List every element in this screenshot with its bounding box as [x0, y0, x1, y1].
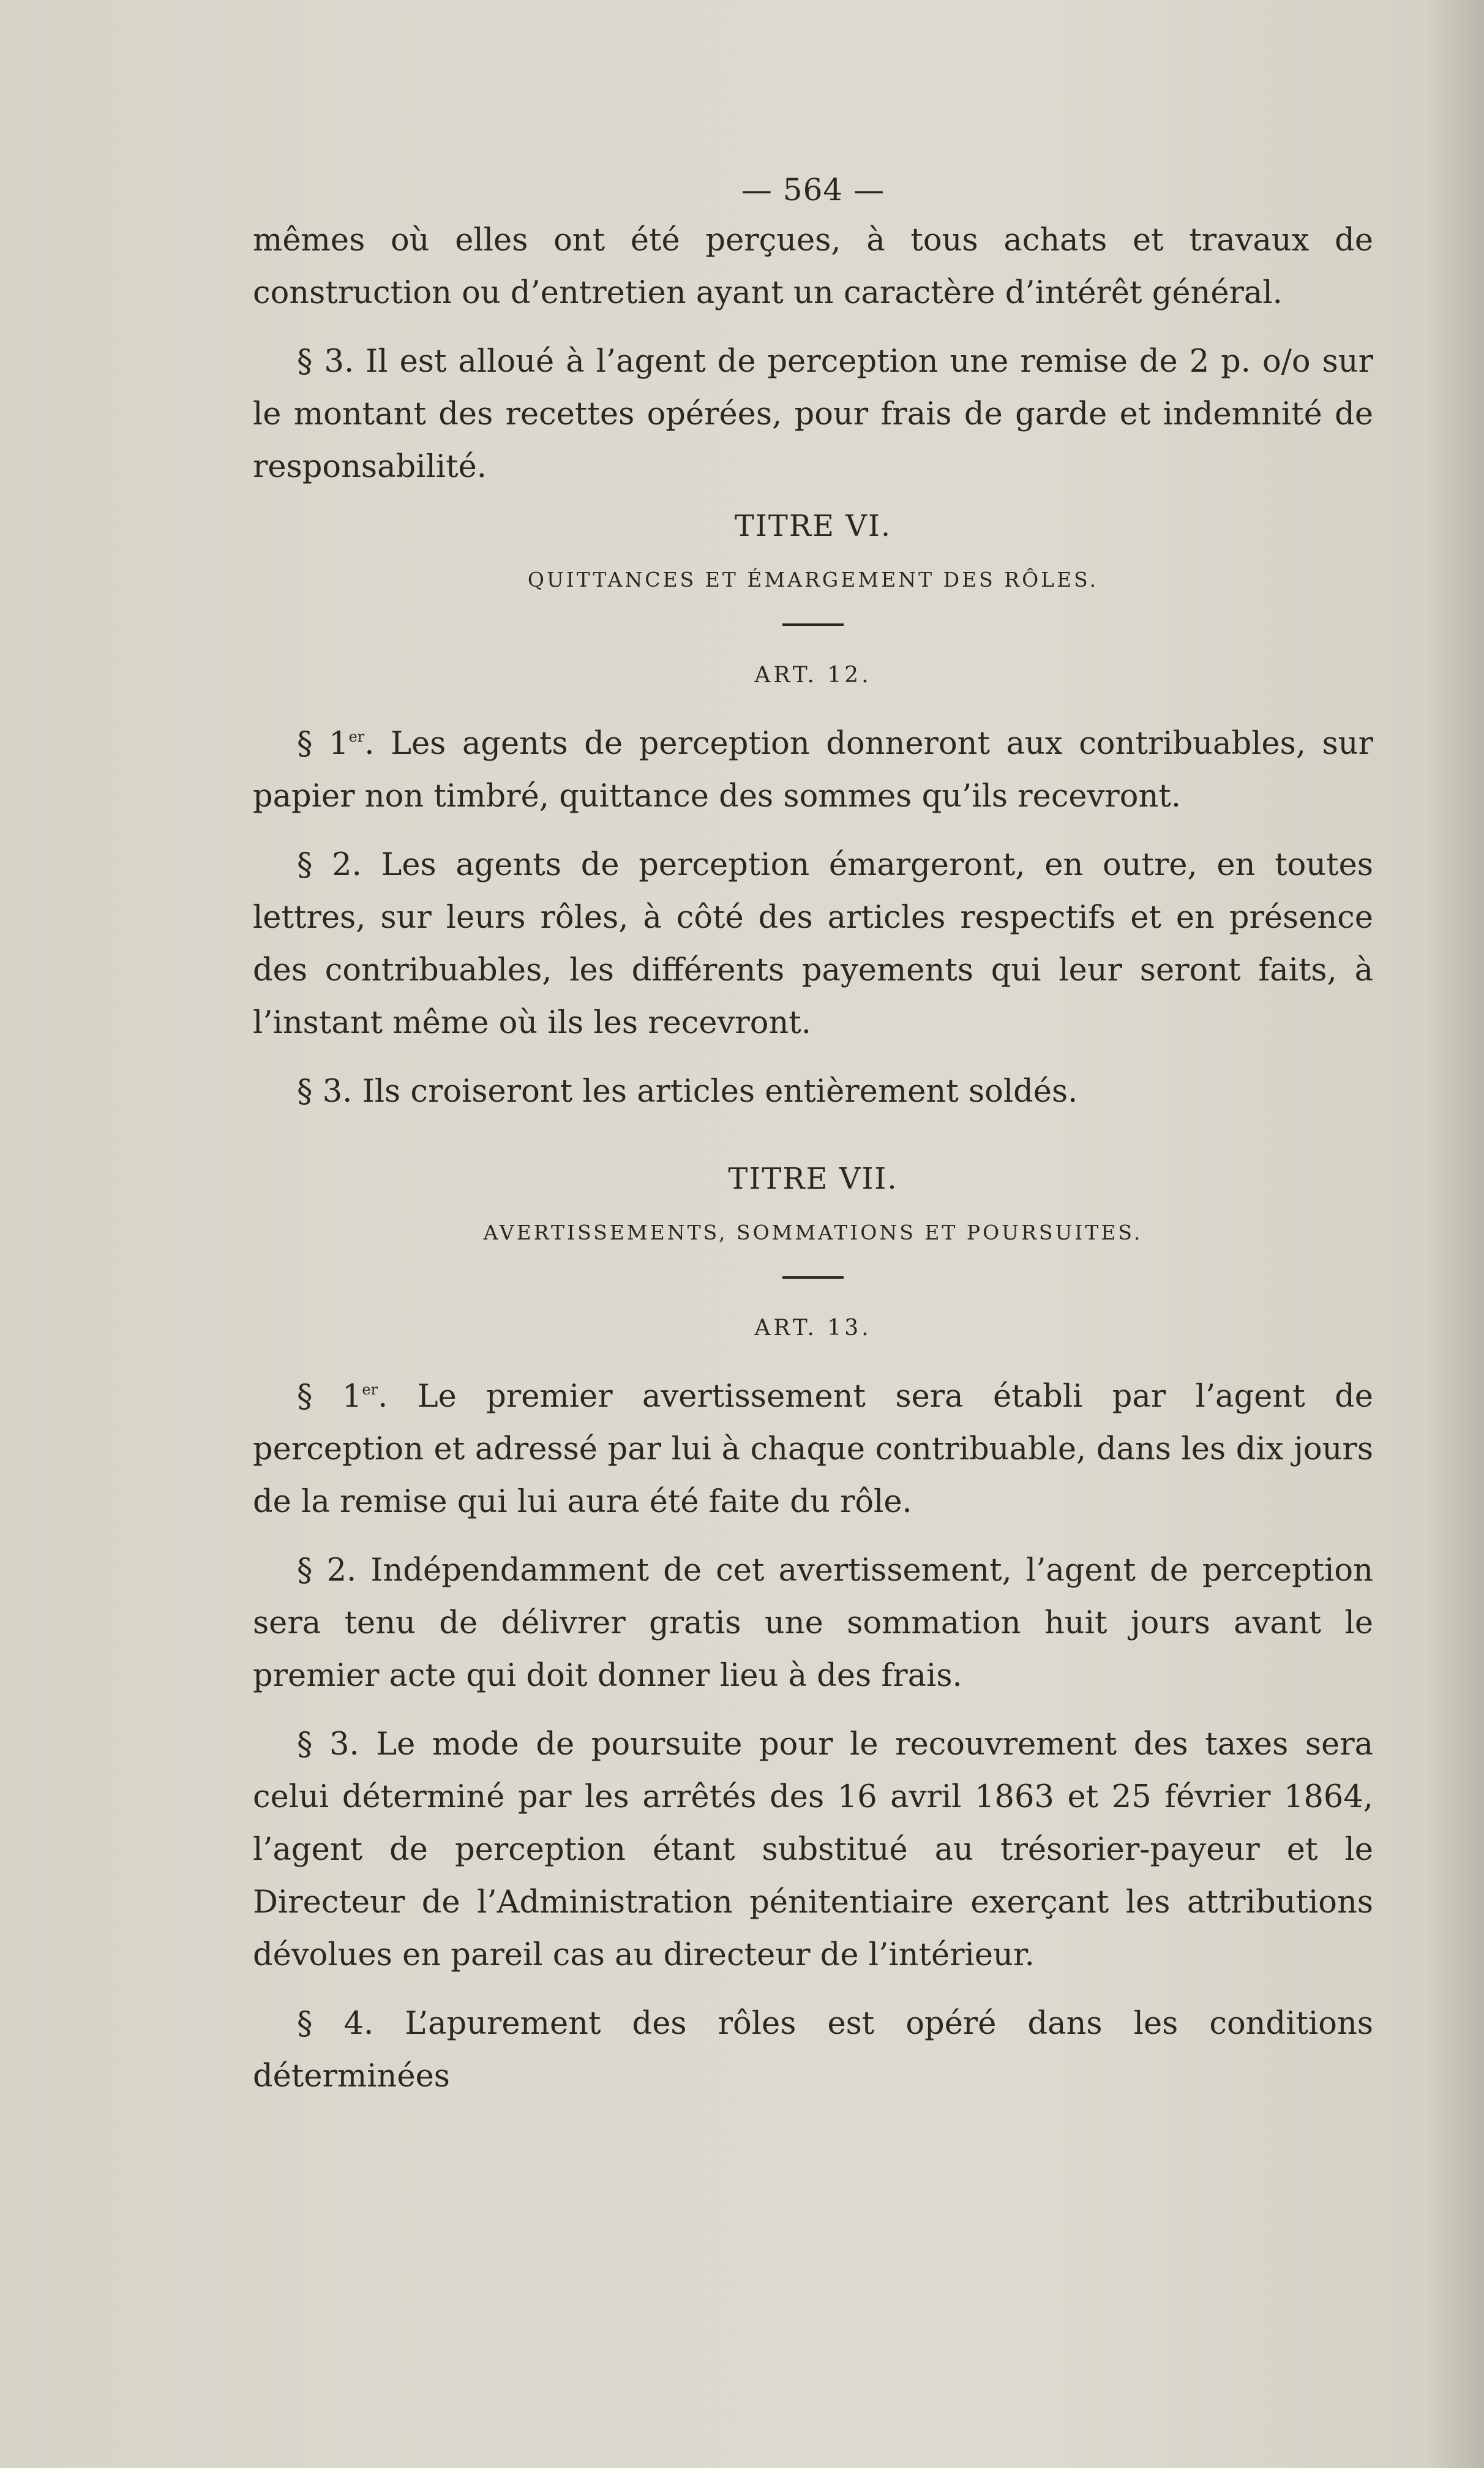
art13-paragraph-3: § 3. Le mode de poursuite pour le recouvrement des taxes sera celui déterminé par les arrêtés des 16 avril 1863 et 25 février 1864, l’agent de perception étant substitué au trésorier-payeur et le Directeur de l’Administration pénitentiaire exerçant les attributions dévolues en pareil cas au directeur de l’intérieur. — [253, 1726, 1373, 1973]
page-number: — 564 — — [741, 172, 885, 208]
art12-p1-superscript: er — [348, 728, 365, 745]
art12-paragraph-1 — [253, 718, 1373, 823]
article-12-heading: ART. 12. — [754, 663, 872, 688]
art13-p1-mark: § 1 — [297, 1379, 362, 1415]
art13-p1-superscript: er — [362, 1381, 378, 1398]
paragraph-continuation: mêmes où elles ont été perçues, à tous achats et travaux de construction ou d’entretien ayant un caractère d’intérêt général. — [253, 222, 1373, 311]
art12-paragraph-3: § 3. Ils croiseront les articles entièrement soldés. — [297, 1074, 1078, 1110]
article-13-heading: ART. 13. — [754, 1315, 872, 1341]
title-vii-subtitle: AVERTISSEMENTS, SOMMATIONS ET POURSUITES. — [483, 1221, 1143, 1244]
title-vi-heading: TITRE VI. — [734, 509, 892, 543]
art13-paragraph-2: § 2. Indépendamment de cet avertissement, l’agent de perception sera tenu de délivrer gratis une sommation huit jours avant le premier acte qui doit donner lieu à des frais. — [253, 1552, 1373, 1694]
art12-p1-text: . Les agents de perception donneront aux contribuables, sur papier non timbré, quittance des sommes qu’ils recevront. — [253, 726, 1373, 815]
section-divider — [782, 1276, 844, 1279]
art12-paragraph-2: § 2. Les agents de perception émargeront, en outre, en toutes lettres, sur leurs rôles, à côté des articles respectifs et en présence des contribuables, les différents payements qui leur seront faits, à l’instant même où ils les recevront. — [253, 847, 1373, 1041]
title-vii-heading: TITRE VII. — [728, 1162, 898, 1196]
art13-paragraph-1 — [253, 1371, 1373, 1529]
title-vi-subtitle: QUITTANCES ET ÉMARGEMENT DES RÔLES. — [527, 568, 1099, 592]
art12-p1-mark: § 1 — [297, 726, 349, 762]
section-divider — [782, 623, 844, 626]
document-body — [253, 165, 1373, 2103]
paragraph-section-3-remise: § 3. Il est alloué à l’agent de perception une remise de 2 p. o/o sur le montant des recettes opérées, pour frais de garde et indemnité de responsabilité. — [253, 344, 1373, 485]
art13-paragraph-4: § 4. L’apurement des rôles est opéré dans les conditions déterminées — [253, 2006, 1373, 2094]
art13-p1-text: . Le premier avertissement sera établi par l’agent de perception et adressé par lui à chaque contribuable, dans les dix jours de la remise qui lui aura été faite du rôle. — [253, 1379, 1373, 1520]
